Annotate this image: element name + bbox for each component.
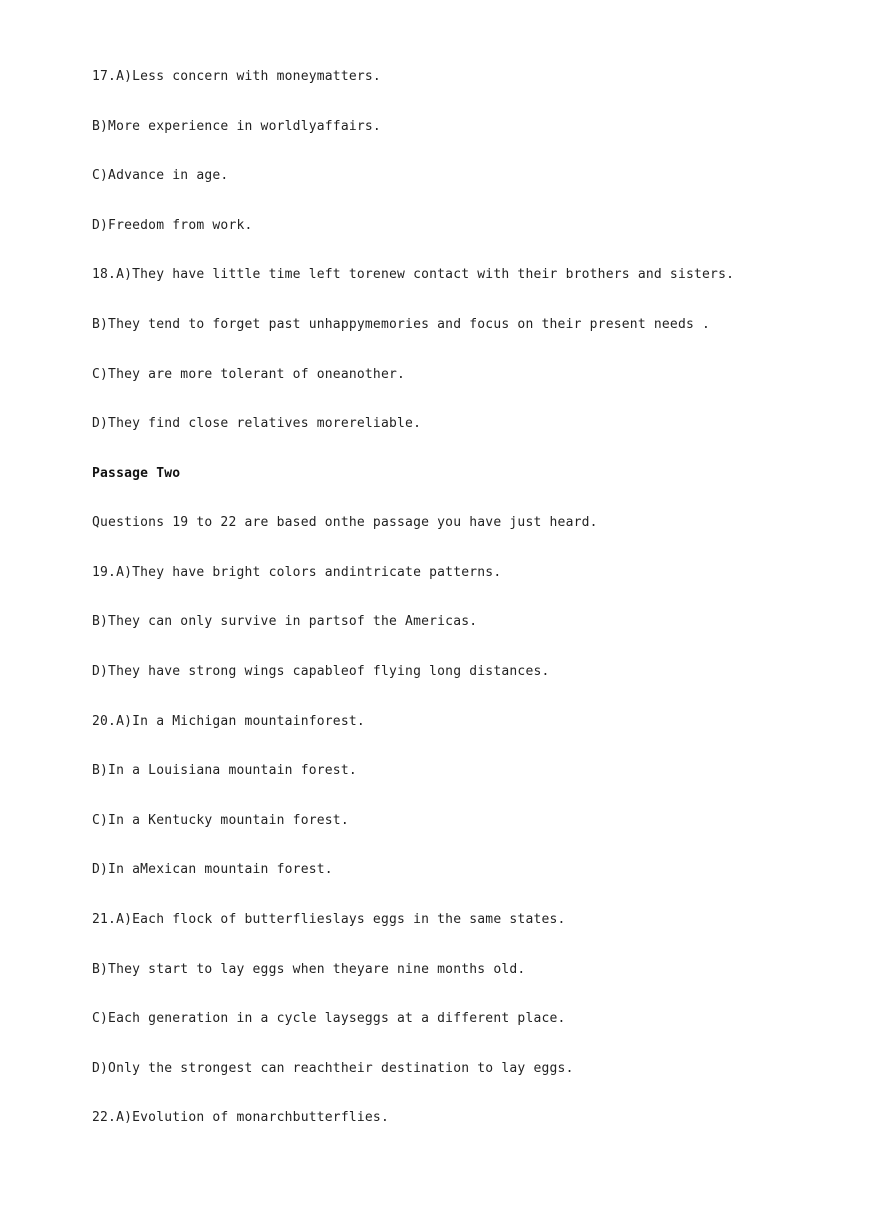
option-18-d: D)They find close relatives morereliable.: [92, 416, 422, 431]
option-18-a: 18.A)They have little time left torenew contact with their brothers and sisters.: [92, 267, 735, 282]
option-21-d: D)Only the strongest can reachtheir destination to lay eggs.: [92, 1061, 574, 1076]
option-18-b: B)They tend to forget past unhappymemories and focus on their present needs .: [92, 317, 711, 332]
option-19-b: B)They can only survive in partsof the Americas.: [92, 614, 478, 629]
section-instruction: Questions 19 to 22 are based onthe passage you have just heard.: [92, 515, 598, 530]
option-19-d: D)They have strong wings capableof flying long distances.: [92, 664, 550, 679]
option-20-b: B)In a Louisiana mountain forest.: [92, 763, 357, 778]
section-heading: Passage Two: [92, 466, 181, 481]
option-18-c: C)They are more tolerant of oneanother.: [92, 367, 406, 382]
option-17-c: C)Advance in age.: [92, 168, 229, 183]
option-17-a: 17.A)Less concern with moneymatters.: [92, 69, 381, 84]
option-20-a: 20.A)In a Michigan mountainforest.: [92, 714, 365, 729]
option-20-c: C)In a Kentucky mountain forest.: [92, 813, 349, 828]
option-19-a: 19.A)They have bright colors andintricate patterns.: [92, 565, 502, 580]
option-20-d: D)In aMexican mountain forest.: [92, 862, 333, 877]
option-21-a: 21.A)Each flock of butterflieslays eggs in the same states.: [92, 912, 566, 927]
option-17-b: B)More experience in worldlyaffairs.: [92, 119, 381, 134]
option-21-c: C)Each generation in a cycle layseggs at a different place.: [92, 1011, 566, 1026]
option-17-d: D)Freedom from work.: [92, 218, 253, 233]
option-21-b: B)They start to lay eggs when theyare nine months old.: [92, 962, 526, 977]
option-22-a: 22.A)Evolution of monarchbutterflies.: [92, 1110, 389, 1125]
